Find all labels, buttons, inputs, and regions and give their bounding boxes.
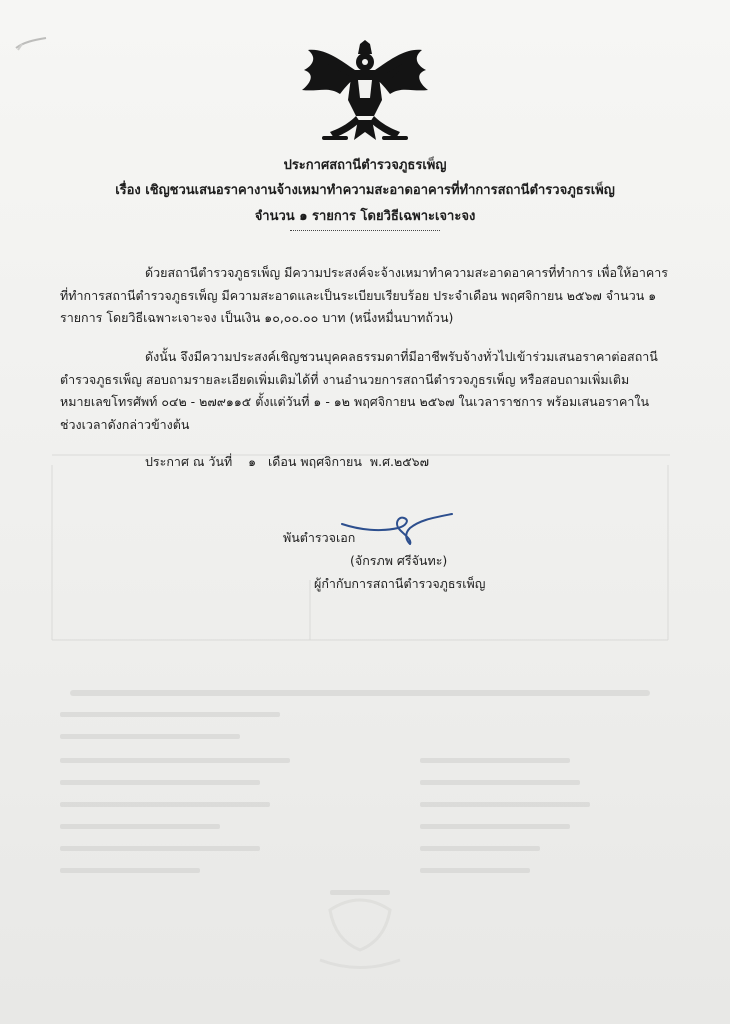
body-paragraph-1: ด้วยสถานีตำรวจภูธรเพ็ญ มีความประสงค์จะจ้างเหมาทำความสะอาดอาคารที่ทำการ เพื่อให้อาคารที่ทำการสถานีตำรวจภูธรเพ็ญ มีความสะอาดและเป็นระเบียบเรียบร้อย ประจำเดือน พฤศจิกายน ๒๕๖๗ จำนวน ๑ รายการ โดยวิธีเฉพาะเจาะจง เป็นเงิน ๑๐,๐๐.๐๐ บาท (หนึ่งหมื่นบาทถ้วน) (60, 265, 668, 325)
body-paragraph-2: ดังนั้น จึงมีความประสงค์เชิญชวนบุคคลธรรมดาที่มีอาชีพรับจ้างทั่วไปเข้าร่วมเสนอราคาต่อสถานีตำรวจภูธรเพ็ญ สอบถามรายละเอียดเพิ่มเติมได้ที่ งานอำนวยการสถานีตำรวจภูธรเพ็ญ หรือสอบถามเพิ่มเติม หมายเลขโทรศัพท์ ๐๔๒ - ๒๗๙๑๑๕ ตั้งแต่วันที่ ๑ - ๑๒ พฤศจิกายน ๒๕๖๗ ในเวลาราชการ พร้อมเสนอราคาในช่วงเวลาดังกล่าวข้างต้น (60, 349, 658, 432)
signer-rank: พันตำรวจเอก (283, 530, 356, 545)
document-quantity-line: จำนวน ๑ รายการ โดยวิธีเฉพาะเจาะจง (254, 209, 476, 224)
document-title: ประกาศสถานีตำรวจภูธรเพ็ญ (283, 158, 447, 173)
staple-mark-icon (12, 34, 52, 54)
title-divider (290, 230, 440, 231)
signer-position: ผู้กำกับการสถานีตำรวจภูธรเพ็ญ (314, 576, 486, 591)
document-subject: เรื่อง เชิญชวนเสนอราคางานจ้างเหมาทำความสะอาดอาคารที่ทำการสถานีตำรวจภูธรเพ็ญ (115, 183, 615, 198)
announce-date: ประกาศ ณ วันที่ ๑ เดือน พฤศจิกายน พ.ศ.๒๕๖๗ (145, 454, 430, 469)
signer-name: (จักรภพ ศรีจันทะ) (350, 553, 448, 568)
handwritten-signature (340, 510, 460, 546)
garuda-emblem-icon (300, 40, 430, 148)
